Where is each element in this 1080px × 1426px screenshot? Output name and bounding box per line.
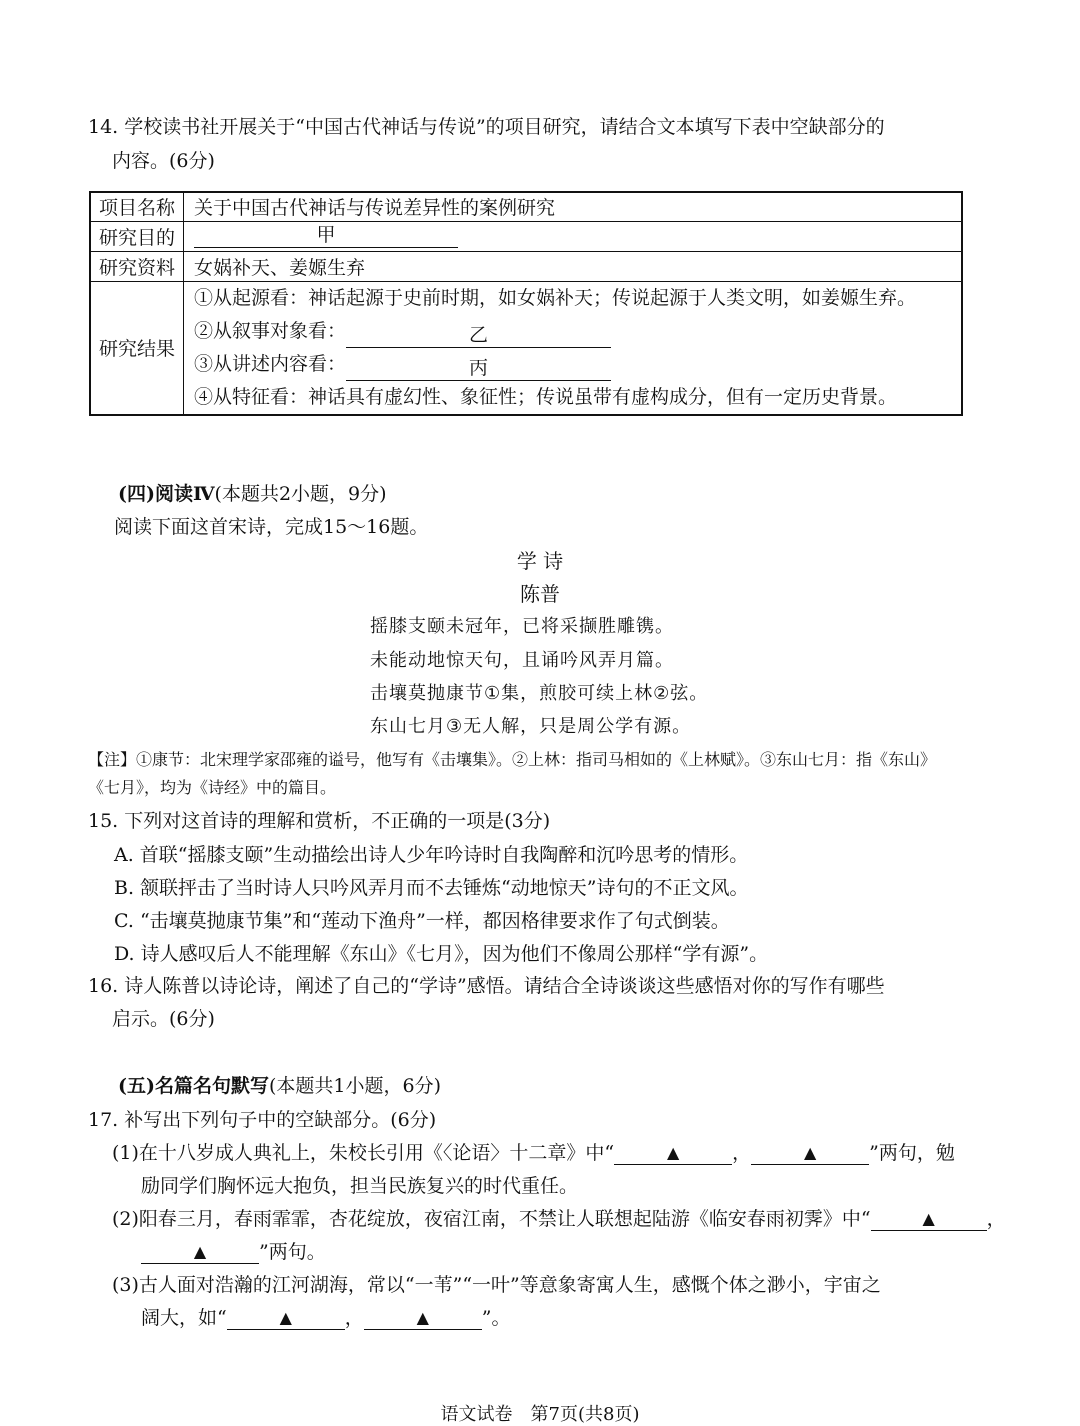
q15-stem: 15. 下列对这首诗的理解和赏析，不正确的一项是(3分): [88, 810, 551, 832]
poem-note-line2: 《七月》，均为《诗经》中的篇目。: [88, 778, 337, 797]
poem-author: 陈普: [520, 582, 560, 606]
prompt-text: ”。: [481, 1307, 511, 1329]
comma: ，: [732, 1142, 752, 1164]
answer-blank-jia[interactable]: 甲: [194, 225, 458, 248]
table-row: [90, 221, 962, 251]
result-item: [194, 348, 951, 381]
comma: ，: [986, 1208, 1006, 1230]
row-label: 项目名称: [90, 192, 184, 221]
section-meta: (本题共2小题，9分): [214, 483, 387, 505]
result-item: ①从起源看：神话起源于史前时期，如女娲补天；传说起源于人类文明，如姜嫄生弃。: [194, 286, 917, 309]
answer-blank[interactable]: [871, 1208, 987, 1231]
answer-blank[interactable]: [364, 1307, 482, 1330]
q15-option-d[interactable]: D. 诗人感叹后人不能理解《东山》《七月》，因为他们不像周公那样“学有源”。: [114, 943, 769, 965]
triangle-icon: ▲: [804, 1143, 817, 1162]
section-title: (四)阅读Ⅳ: [118, 483, 215, 505]
q17-part3-line1: (3)古人面对浩瀚的江河湖海，常以“一苇”“一叶”等意象寄寓人生，感慨个体之渺小，宇宙之: [112, 1274, 881, 1296]
answer-blank[interactable]: [614, 1142, 732, 1165]
row-label: 研究目的: [90, 221, 184, 251]
result-label: ③从讲述内容看：: [194, 352, 347, 375]
table-row: [90, 192, 962, 221]
row-value: [184, 221, 963, 251]
section-meta: (本题共1小题，6分): [268, 1075, 441, 1097]
result-item: [194, 315, 951, 348]
q17-part1-line2: 励同学们胸怀远大抱负，担当民族复兴的时代重任。: [141, 1175, 579, 1197]
table-row: [90, 251, 962, 281]
row-value: 女娲补天、姜嫄生弃: [184, 251, 963, 281]
row-label: 研究资料: [90, 251, 184, 281]
prompt-text: (1)在十八岁成人典礼上，朱校长引用《〈论语〉十二章》中“: [112, 1142, 615, 1164]
poem-note-line1: 【注】①康节：北宋理学家邵雍的谥号，他写有《击壤集》。②上林：指司马相如的《上林赋》。③东山七月：指《东山》: [88, 750, 937, 769]
triangle-icon: ▲: [193, 1242, 207, 1261]
section5-heading: [118, 1071, 441, 1098]
answer-blank[interactable]: [227, 1307, 345, 1330]
triangle-icon: ▲: [666, 1143, 680, 1162]
section4-heading: [118, 479, 387, 506]
section4-intro: 阅读下面这首宋诗，完成15～16题。: [114, 516, 429, 538]
triangle-icon: ▲: [279, 1308, 292, 1327]
comma: ，: [344, 1307, 364, 1329]
prompt-text: (2)阳春三月，春雨霏霏，杏花绽放，夜宿江南，不禁让人联想起陆游《临安春雨初霁》中“: [112, 1208, 871, 1230]
poem-line: 东山七月③无人解，只是周公学有源。: [370, 716, 692, 737]
q16-line2: 启示。(6分): [112, 1008, 215, 1030]
poem-title: 学 诗: [516, 549, 564, 573]
poem-line: 摇膝支颐未冠年，已将采撷胜雕镌。: [370, 616, 674, 637]
prompt-text: ”两句。: [259, 1241, 326, 1263]
research-table: [89, 191, 963, 416]
poem-line: 未能动地惊天句，且诵吟风弄月篇。: [370, 650, 674, 671]
prompt-text: 阔大，如“: [141, 1307, 227, 1329]
result-label: ②从叙事对象看：: [194, 319, 347, 342]
answer-blank-bing[interactable]: 丙: [346, 358, 611, 381]
q17-part2-line1: [112, 1204, 1006, 1231]
q17-part2-line2: [141, 1237, 326, 1264]
result-item: ④从特征看：神话具有虚幻性、象征性；传说虽带有虚构成分，但有一定历史背景。: [194, 385, 898, 408]
answer-blank-yi[interactable]: 乙: [346, 325, 611, 348]
q17-part1-line1: [112, 1138, 955, 1165]
triangle-icon: ▲: [416, 1308, 429, 1327]
q15-option-c[interactable]: C. “击壤莫抛康节集”和“莲动下渔舟”一样，都因格律要求作了句式倒装。: [114, 910, 730, 932]
results-cell: [184, 281, 963, 415]
q15-option-b[interactable]: B. 颔联抨击了当时诗人只吟风弄月而不去锤炼“动地惊天”诗句的不正文风。: [114, 877, 749, 899]
q17-stem: 17. 补写出下列句子中的空缺部分。(6分): [88, 1109, 437, 1131]
q16-line1: 16. 诗人陈普以诗论诗，阐述了自己的“学诗”感悟。请结合全诗谈谈这些感悟对你的写作有哪些: [88, 975, 885, 997]
row-label: 研究结果: [90, 281, 184, 415]
answer-blank[interactable]: [751, 1142, 869, 1165]
answer-blank[interactable]: [141, 1241, 259, 1264]
poem-line: 击壤莫抛康节①集，煎胶可续上林②弦。: [370, 683, 709, 704]
q17-part3-line2: [141, 1303, 510, 1330]
q15-option-a[interactable]: A. 首联“摇膝支颐”生动描绘出诗人少年吟诗时自我陶醉和沉吟思考的情形。: [114, 844, 749, 866]
section-title: (五)名篇名句默写: [118, 1075, 269, 1097]
q14-line2: 内容。(6分): [112, 150, 215, 172]
page-footer: 语文试卷 第7页(共8页): [440, 1404, 640, 1425]
row-value: 关于中国古代神话与传说差异性的案例研究: [184, 192, 963, 221]
q14-line1: 14. 学校读书社开展关于“中国古代神话与传说”的项目研究，请结合文本填写下表中空缺部分的: [88, 116, 885, 138]
prompt-text: ”两句，勉: [869, 1142, 955, 1164]
triangle-icon: ▲: [922, 1209, 935, 1228]
table-row: [90, 281, 962, 415]
